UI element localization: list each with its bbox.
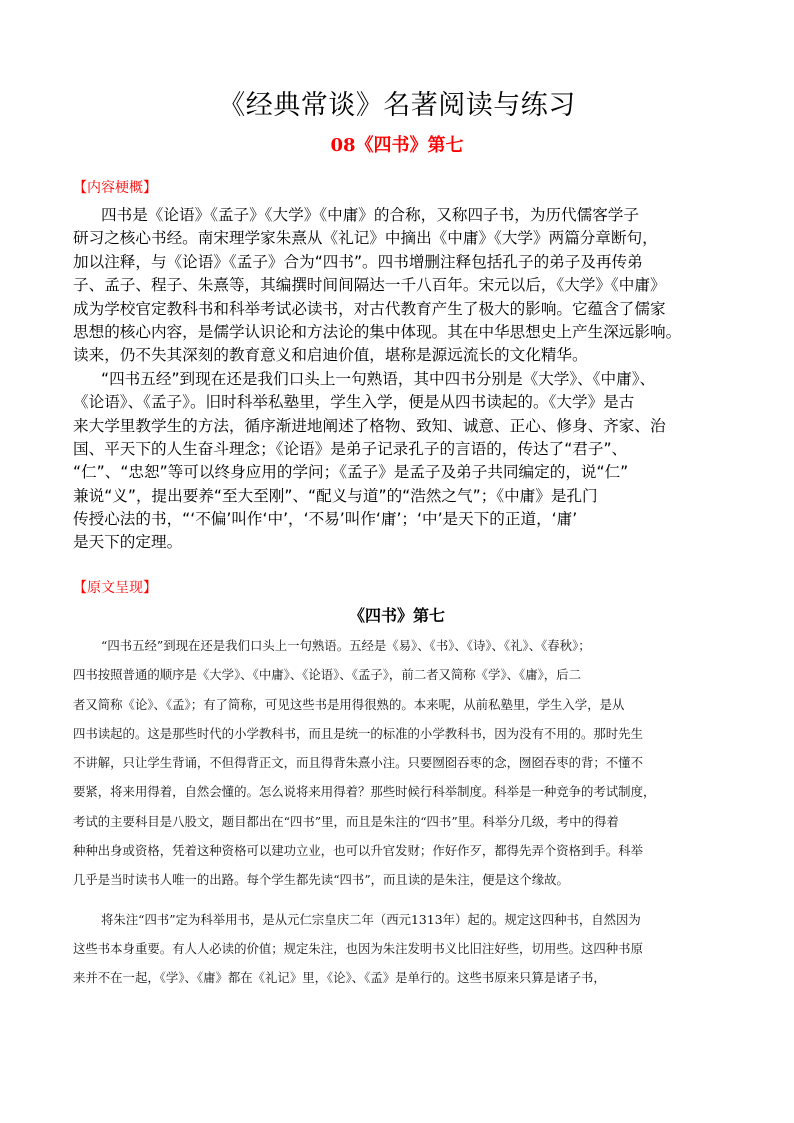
original-line: 来并不在一起，《学》、《庸》都在《礼记》里，《论》、《孟》是单行的。这些书原来只算是诸子书， — [73, 970, 606, 986]
summary-line: 来大学里教学生的方法，循序渐进地阐述了格物、致知、诚意、正心、修身、齐家、治 — [73, 416, 666, 435]
summary-line: 加以注释，与《论语》《孟子》合为“四书”。四书增删注释包括孔子的弟子及再传弟 — [73, 252, 643, 271]
original-text — [73, 631, 733, 993]
original-text-title: 《四书》第七 — [348, 606, 445, 625]
original-line: 四书读起的。这是那些时代的小学教科书，而且是统一的标准的小学教科书，因为没有不用的。那时先生 — [73, 725, 643, 741]
summary-line: 《论语》、《孟子》。旧时科举私塾里，学生入学，便是从四书读起的。《大学》是古 — [73, 393, 635, 412]
original-line: 种种出身或资格，凭着这种资格可以建功立业，也可以升官发财；作好作歹，都得先弄个资格到手。科举 — [73, 843, 643, 859]
summary-line: 读来，仍不失其深刻的教育意义和启迪价值，堪称是源远流长的文化精华。 — [73, 346, 588, 365]
original-line: “四书五经”到现在还是我们口头上一句熟语。五经是《易》、《书》、《诗》、《礼》、《春秋》； — [101, 638, 591, 653]
summary-line: 兼说“义”，提出要养“至大至刚”、“配义与道”的“浩然之气”；《中庸》是孔门 — [73, 486, 598, 505]
summary-line: 是天下的定理。 — [73, 533, 183, 552]
original-line: 几乎是当时读书人唯一的出路。每个学生都先读“四书”，而且读的是朱注，便是这个缘故。 — [73, 872, 569, 888]
summary-line: 子、孟子、程子、朱熹等，其编撰时间间隔达一千八百年。宋元以后，《大学》《中庸》 — [73, 276, 666, 295]
summary-line: 成为学校官定教科书和科举考试必读书，对古代教育产生了极大的影响。它蕴含了儒家 — [73, 299, 666, 318]
summary-line: “四书五经”到现在还是我们口头上一句熟语，其中四书分别是《大学》、《中庸》、 — [101, 369, 656, 388]
original-line: 要紧，将来用得着，自然会懂的。怎么说将来用得着？那些时候行科举制度。科举是一种竞争的考试制度， — [73, 784, 656, 800]
original-section-tag: 【原文呈现】 — [73, 580, 157, 596]
summary-line: “仁”、“忠恕”等可以终身应用的学问；《孟子》是孟子及弟子共同编定的，说“仁” — [73, 463, 629, 482]
summary-section-tag: 【内容梗概】 — [73, 180, 157, 196]
summary-line: 研习之核心书经。南宋理学家朱熹从《礼记》中摘出《中庸》《大学》两篇分章断句， — [73, 229, 658, 248]
summary-line: 四书是《论语》《孟子》《大学》《中庸》的合称，又称四子书，为历代儒客学子 — [101, 206, 639, 224]
summary-line: 传授心法的书，“‘不偏’叫作‘中’，‘不易’叫作‘庸’；‘中’是天下的正道，‘庸’ — [73, 510, 578, 529]
summary-line: 思想的核心内容，是儒学认识论和方法论的集中体现。其在中华思想史上产生深远影响。 — [73, 322, 682, 341]
original-line: 考试的主要科目是八股文，题目都出在“四书”里，而且是朱注的“四书”里。科举分几级，考中的得着 — [73, 813, 619, 829]
original-line: 者又简称《论》、《孟》；有了简称，可见这些书是用得很熟的。本来呢，从前私塾里，学生入学，是从 — [73, 696, 625, 712]
summary-text — [73, 204, 727, 555]
original-line: 四书按照普通的顺序是《大学》、《中庸》、《论语》、《孟子》，前二者又简称《学》、《庸》，后二 — [73, 667, 581, 683]
paragraph-gap — [73, 895, 733, 905]
chapter-subtitle: 08《四书》第七 — [330, 135, 464, 156]
original-line: 这些书本身重要。有人人必读的价值；规定朱注，也因为朱注发明书义比旧注好些，切用些。这四种书原 — [73, 940, 643, 956]
summary-line: 国、平天下的人生奋斗理念；《论语》是弟子记录孔子的言语的，传达了“君子”、 — [73, 439, 628, 458]
original-line: 将朱注“四书”定为科举用书，是从元仁宗皇庆二年（西元1313年）起的。规定这四种书，自然因为 — [101, 911, 641, 927]
document-title: 《经典常谈》名著阅读与练习 — [218, 90, 576, 121]
original-line: 不讲解，只让学生背诵，不但得背正文，而且得背朱熹小注。只要囫囵吞枣的念，囫囵吞枣的背；不懂不 — [73, 755, 643, 771]
